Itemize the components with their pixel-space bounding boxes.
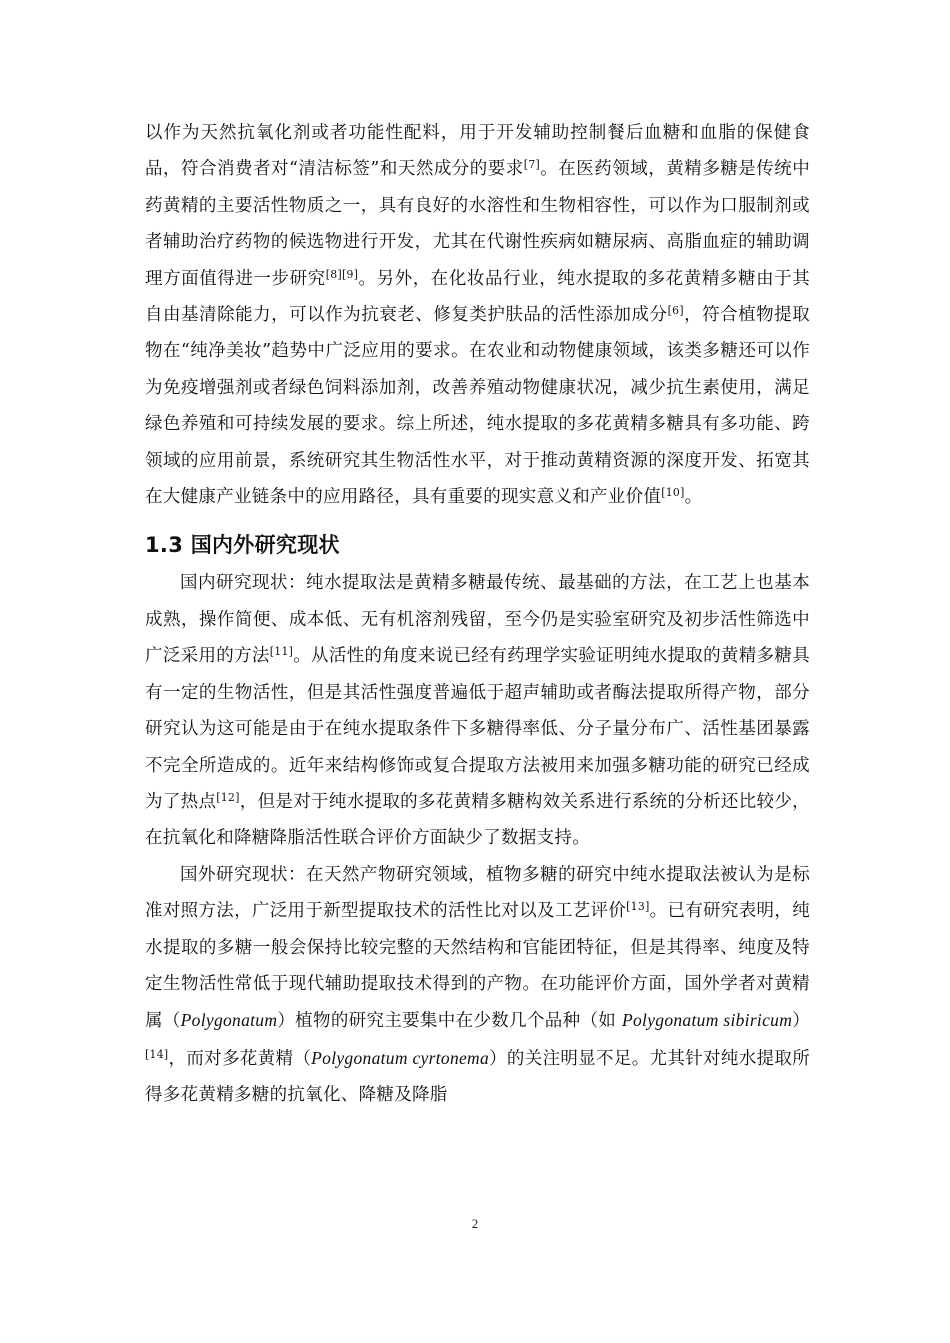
citation: [13] (626, 900, 650, 914)
paragraph-foreign-research (145, 857, 810, 1114)
page-number: 2 (471, 1216, 479, 1231)
text-run: 以作为天然抗氧化剂或者功能性配料，用于开发辅助控制餐后血糖和血脂的保健食品，符合消费者对“清洁标签”和天然成分的要求 (145, 123, 810, 180)
text-run: 国外研究现状：在天然产物研究领域，植物多糖的研究中纯水提取法被认为是标准对照方法，广泛用于新型提取技术的活性比对以及工艺评价 (145, 864, 810, 922)
citation: [12] (216, 790, 240, 804)
body-text (145, 115, 810, 1114)
text-run: 国内研究现状：纯水提取法是黄精多糖最传统、最基础的方法，在工艺上也基本成熟，操作简便、成本低、无有机溶剂残留，至今仍是实验室研究及初步活性筛选中广泛采用的方法 (145, 573, 810, 667)
text-run: 。从活性的角度来说已经有药理学实验证明纯水提取的黄精多糖具有一定的生物活性，但是其活性强度普遍低于超声辅助或者酶法提取所得产物，部分研究认为这可能是由于在纯水提取条件下多糖得率低、分子量分布广、活性基团暴露不完全所造成的。近年来结构修饰或复合提取方法被用来加强多糖功能的研究已经成为了热点 (145, 646, 810, 812)
paragraph-applications (145, 115, 810, 515)
text-run: ，但是对于纯水提取的多花黄精多糖构效关系进行系统的分析还比较少，在抗氧化和降糖降脂活性联合评价方面缺少了数据支持。 (145, 791, 810, 849)
species-name: Polygonatum cyrtonema (311, 1047, 490, 1068)
text-run: 。另外，在化妆品行业，纯水提取的多花黄精多糖由于其自由基清除能力，可以作为抗衰老、修复类护肤品的活性添加成分 (145, 268, 811, 326)
citation: [10] (661, 486, 685, 500)
species-name: Polygonatum sibiricum (622, 1010, 793, 1031)
citation: [7] (523, 158, 541, 172)
text-run: ）植物的研究主要集中在少数几个品种（如 (277, 1011, 623, 1032)
text-run: ）的关注明显不足。尤其针对纯水提取所得多花黄精多糖的抗氧化、降糖及降脂 (145, 1048, 810, 1106)
text-run: 。在医药领域，黄精多糖是传统中药黄精的主要活性物质之一，具有良好的水溶性和生物相容性，可以作为口服制剂或者辅助治疗药物的候选物进行开发，尤其在代谢性疾病如糖尿病、高脂血症的辅助调理方面值得进一步研究 (145, 159, 810, 289)
citation: [8][9] (325, 267, 359, 281)
text-run: 。已有研究表明，纯水提取的多糖一般会保持比较完整的天然结构和官能团特征，但是其得率、纯度及特定生物活性常低于现代辅助提取技术得到的产物。在功能评价方面，国外学者对黄精属（ (145, 901, 810, 1032)
section-heading: 1.3 国内外研究现状 (145, 533, 340, 558)
text-run: ） (792, 1011, 810, 1032)
text-run: ，而对多花黄精（ (168, 1048, 312, 1069)
citation: [14] (145, 1047, 169, 1061)
citation: [6] (667, 304, 684, 318)
citation: [11] (269, 645, 294, 659)
text-run: ，符合植物提取物在“纯净美妆”趋势中广泛应用的要求。在农业和动物健康领域，该类多糖还可以作为免疫增强剂或者绿色饲料添加剂，改善养殖动物健康状况，减少抗生素使用，满足绿色养殖和可持续发展的要求。综上所述，纯水提取的多花黄精多糖具有多功能、跨领域的应用前景，系统研究其生物活性水平，对于推动黄精资源的深度开发、拓宽其在大健康产业链条中的应用路径，具有重要的现实意义和产业价值 (145, 305, 810, 508)
text-run: 。 (684, 487, 703, 508)
species-name: Polygonatum (180, 1010, 278, 1031)
paragraph-domestic-research (145, 565, 810, 856)
